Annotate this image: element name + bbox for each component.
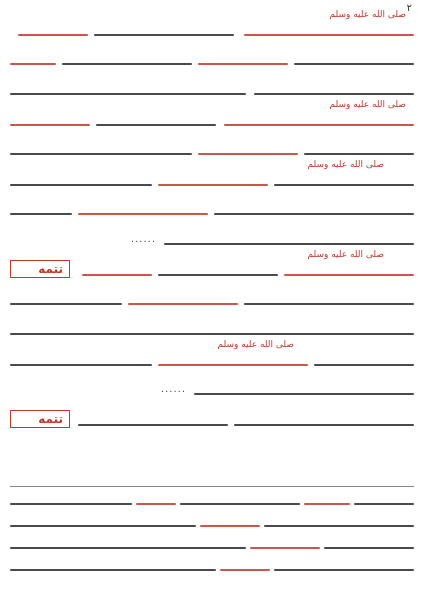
red-ink-phrase bbox=[250, 547, 320, 549]
text-line bbox=[10, 340, 414, 378]
red-ink-phrase bbox=[10, 63, 56, 65]
text-line bbox=[10, 408, 414, 438]
ink-phrase bbox=[164, 243, 414, 245]
ink-phrase bbox=[10, 525, 196, 527]
red-ink-phrase bbox=[304, 503, 350, 505]
ink-phrase bbox=[10, 333, 414, 335]
red-ink-phrase bbox=[158, 364, 308, 366]
page-number: ٢ bbox=[406, 3, 412, 14]
ink-phrase bbox=[94, 34, 234, 36]
ink-phrase bbox=[234, 424, 414, 426]
text-line bbox=[10, 10, 414, 48]
text-line bbox=[10, 198, 414, 228]
text-line bbox=[10, 160, 414, 198]
sallallahu-mark: صلى الله عليه وسلم bbox=[217, 340, 294, 350]
footnotes bbox=[10, 492, 414, 594]
text-line bbox=[10, 378, 414, 408]
red-ink-phrase bbox=[10, 124, 90, 126]
ink-phrase bbox=[180, 503, 300, 505]
ink-phrase bbox=[194, 393, 414, 395]
ink-phrase bbox=[78, 424, 228, 426]
ink-phrase bbox=[304, 153, 414, 155]
ink-phrase bbox=[10, 153, 192, 155]
ink-phrase bbox=[274, 569, 414, 571]
ink-phrase bbox=[244, 303, 414, 305]
sallallahu-mark: صلى الله عليه وسلم bbox=[329, 10, 406, 20]
ink-phrase bbox=[10, 364, 152, 366]
red-ink-phrase bbox=[78, 213, 208, 215]
footnote-line bbox=[10, 558, 414, 580]
red-ink-phrase bbox=[158, 184, 268, 186]
ink-phrase bbox=[96, 124, 216, 126]
red-ink-phrase bbox=[224, 124, 414, 126]
ink-phrase bbox=[10, 547, 246, 549]
red-ink-phrase bbox=[244, 34, 414, 36]
footnote-line bbox=[10, 492, 414, 514]
text-line bbox=[10, 48, 414, 78]
sallallahu-mark: صلى الله عليه وسلم bbox=[329, 100, 406, 110]
red-ink-phrase bbox=[128, 303, 238, 305]
ink-phrase bbox=[294, 63, 414, 65]
text-line bbox=[10, 288, 414, 318]
section-heading: تتمه bbox=[10, 410, 70, 428]
section-heading: تتمه bbox=[10, 260, 70, 278]
ink-phrase bbox=[214, 213, 414, 215]
red-ink-phrase bbox=[220, 569, 270, 571]
red-ink-phrase bbox=[198, 153, 298, 155]
sallallahu-mark: صلى الله عليه وسلم bbox=[307, 250, 384, 260]
red-ink-phrase bbox=[284, 274, 414, 276]
ink-phrase bbox=[158, 274, 278, 276]
ink-phrase bbox=[10, 303, 122, 305]
red-ink-phrase bbox=[136, 503, 176, 505]
ink-phrase bbox=[62, 63, 192, 65]
red-ink-phrase bbox=[82, 274, 152, 276]
text-line bbox=[10, 318, 414, 348]
ink-phrase bbox=[10, 569, 216, 571]
footnote-line bbox=[10, 514, 414, 536]
ink-phrase bbox=[10, 213, 72, 215]
ellipsis: ...... bbox=[160, 384, 186, 395]
sallallahu-mark: صلى الله عليه وسلم bbox=[307, 160, 384, 170]
footnote-line bbox=[10, 536, 414, 558]
ink-phrase bbox=[10, 503, 132, 505]
ink-phrase bbox=[324, 547, 414, 549]
red-ink-phrase bbox=[18, 34, 88, 36]
ink-phrase bbox=[314, 364, 414, 366]
red-ink-phrase bbox=[198, 63, 288, 65]
ellipsis: ...... bbox=[130, 234, 156, 245]
text-line bbox=[10, 100, 414, 138]
ink-phrase bbox=[10, 93, 246, 95]
main-text-block bbox=[10, 10, 414, 438]
red-ink-phrase bbox=[200, 525, 260, 527]
text-line bbox=[10, 250, 414, 288]
ink-phrase bbox=[264, 525, 414, 527]
ink-phrase bbox=[10, 184, 152, 186]
ink-phrase bbox=[254, 93, 414, 95]
ink-phrase bbox=[274, 184, 414, 186]
footnote-separator bbox=[10, 486, 414, 487]
ink-phrase bbox=[354, 503, 414, 505]
